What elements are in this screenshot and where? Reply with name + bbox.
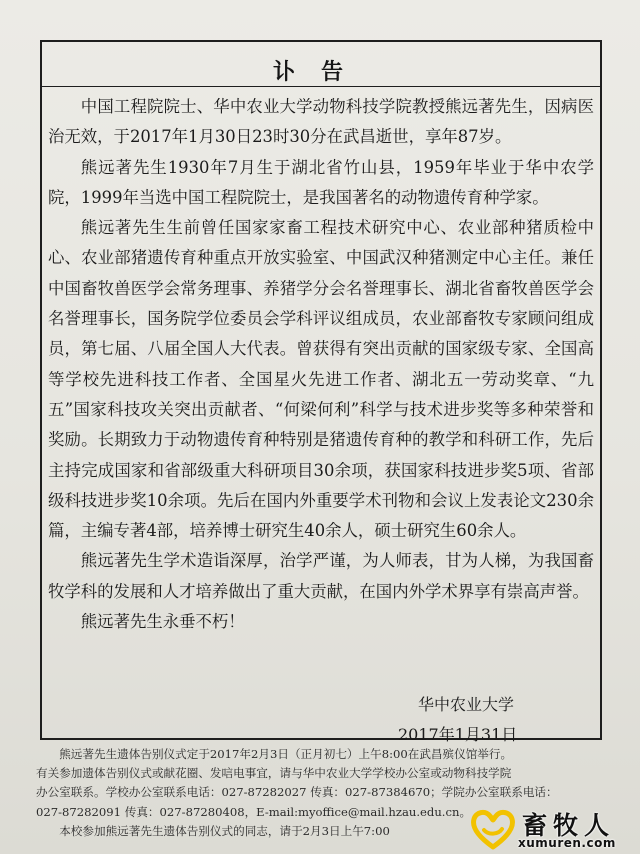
notice-frame <box>40 40 602 744</box>
heart-icon <box>470 808 516 850</box>
watermark-url: xumuren.com <box>518 836 616 850</box>
paragraph-tribute: 熊远著先生学术造诣深厚，治学严谨，为人师表，甘为人梯，为我国畜牧学科的发展和人才培养做出了重大贡献，在国内外学术界享有崇高声誉。 <box>48 551 594 601</box>
watermark-name: 畜牧人 <box>522 811 616 840</box>
signature-date: 2017年1月31日 <box>398 725 518 744</box>
watermark-logo <box>470 806 636 852</box>
footnote-line: 熊远著先生遗体告别仪式定于2017年2月3日（正月初七）上午8:00在武昌殡仪馆举行。 <box>59 747 513 761</box>
paragraph-death-announcement: 中国工程院院士、华中农业大学动物科技学院教授熊远著先生，因病医治无效，于2017年1月30日23时30分在武昌逝世，享年87岁。 <box>48 97 594 147</box>
footnote-line: 有关参加遗体告别仪式或献花圈、发唁电事宜，请与华中农业大学学校办公室或动物科技学院 <box>36 766 512 781</box>
notice-title: 讣告 <box>272 60 369 85</box>
paragraph-farewell: 熊远著先生永垂不朽！ <box>80 612 245 632</box>
paragraph-career: 熊远著先生生前曾任国家家畜工程技术研究中心、农业部种猪质检中心、农业部猪遗传育种重点开放实验室、中国武汉种猪测定中心主任。兼任中国畜牧兽医学会常务理事、养猪学分会名誉理事长、湖北省畜牧兽医学会名誉理事长，国务院学位委员会学科评议组成员，农业部畜牧专家顾问组成员，第七届、八届全国人大代表。曾获得有突出贡献的国家级专家、全国高等学校先进科技工作者、全国星火先进工作者、湖北五一劳动奖章、“九五”国家科技攻关突出贡献者、“何梁何利”科学与技术进步奖等多种荣誉和奖励。长期致力于动物遗传育种特别是猪遗传育种的教学和科研工作，先后主持完成国家和省部级重大科研项目30余项，获国家科技进步奖5项、省部级科技进步奖10余项。先后在国内外重要学术刊物和会议上发表论文230余篇，主编专著4部，培养博士研究生40余人，硕士研究生60余人。 <box>48 218 594 541</box>
footnote-line: 027-87282091 传真：027-87280408，E-mail:myoffice@mail.hzau.edu.cn。 <box>36 804 472 819</box>
signature-organization: 华中农业大学 <box>418 695 515 714</box>
footnote-line: 办公室联系。学校办公室联系电话：027-87282027 传真：027-87384670；学院办公室联系电话： <box>36 785 558 800</box>
footnote-line: 本校参加熊远著先生遗体告别仪式的同志，请于2月3日上午7:00 <box>59 823 390 838</box>
paragraph-biography: 熊远著先生1930年7月生于湖北省竹山县，1959年毕业于华中农学院，1999年当选中国工程院院士，是我国著名的动物遗传育种学家。 <box>48 157 594 207</box>
notice-body <box>48 92 594 637</box>
title-bar <box>42 52 600 87</box>
